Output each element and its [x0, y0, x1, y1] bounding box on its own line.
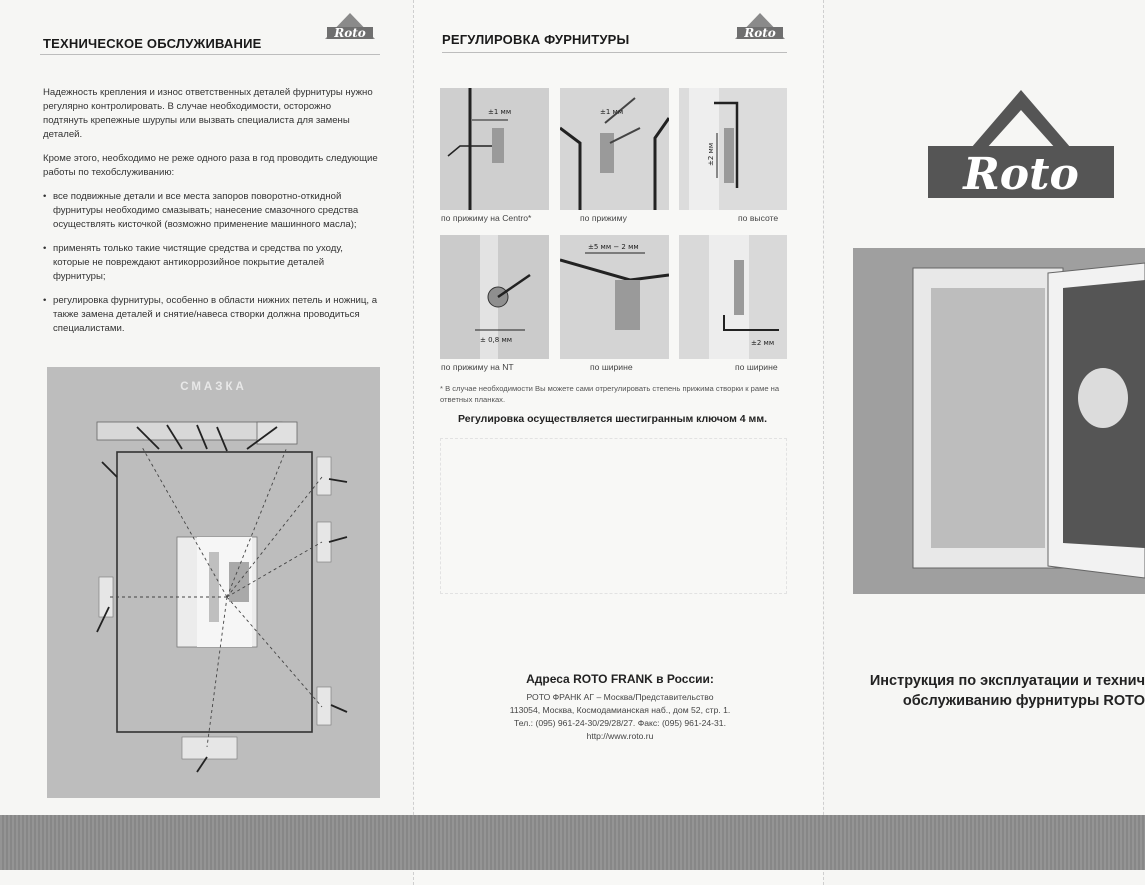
address-line: 113054, Москва, Космодамианская наб., дом 52, стр. 1. — [509, 705, 731, 715]
dimension-label: ±1 мм — [488, 108, 512, 116]
list-item-text: все подвижные детали и все места запоров поворотно-откидной фурнитуры необходимо смазывать; нанесение смазочного средства осуществлять кисточкой (возможно применение машинного масла); — [53, 191, 359, 230]
adjust-photo-width-1 — [560, 235, 669, 359]
bullet-icon: • — [43, 243, 47, 254]
adjust-photo-pressure — [560, 88, 669, 210]
lubrication-title: СМАЗКА — [180, 381, 247, 393]
hex-key-note: Регулировка осуществляется шестигранным ключом 4 мм. — [458, 413, 768, 425]
dimension-label: ±1 мм — [600, 108, 624, 116]
bullet-icon: • — [43, 191, 47, 202]
dimension-label: ±2 мм — [751, 339, 775, 347]
cover-title-line2: обслуживанию фурнитуры ROTO — [902, 693, 1145, 709]
bullet-icon: • — [43, 295, 47, 306]
caption-nt: по прижиму на NT — [441, 362, 514, 372]
caption-height: по высоте — [738, 213, 779, 223]
paragraph: Кроме этого, необходимо не реже одного раза в год проводить следующие работы по техобслуживанию: — [43, 153, 378, 178]
lubrication-diagram — [47, 367, 380, 798]
roto-logo-large-icon — [926, 88, 1116, 200]
list-item — [43, 294, 378, 336]
panel-maintenance — [0, 0, 413, 885]
address-line: РОТО ФРАНК АГ – Москва/Представительство — [526, 692, 714, 702]
paragraph: Надежность крепления и износ ответственных деталей фурнитуры нужно регулярно контролировать. В случае необходимости, осторожно подтянуть крепежные шурупы или вызвать специалиста для замены деталей. — [43, 87, 373, 140]
caption-width-1: по ширине — [590, 362, 633, 372]
adjust-photo-nt — [440, 235, 549, 359]
address-line: Тел.: (095) 961-24-30/29/28/27. Факс: (095) 961-24-31. — [514, 718, 726, 728]
cover-title-line1: Инструкция по эксплуатации и технич — [869, 673, 1145, 689]
caption-width-2: по ширине — [735, 362, 778, 372]
divider — [442, 52, 787, 53]
roto-logo-icon — [734, 12, 786, 40]
caption-pressure: по прижиму — [580, 213, 627, 223]
dimension-label: ± 0,8 мм — [480, 336, 513, 344]
roto-logo-icon — [324, 12, 376, 40]
page-title: РЕГУЛИРОВКА ФУРНИТУРЫ — [442, 32, 630, 47]
dimension-label: ±5 мм − 2 мм — [588, 243, 639, 251]
svg-text:Roto: Roto — [334, 26, 366, 40]
page-title: ТЕХНИЧЕСКОЕ ОБСЛУЖИВАНИЕ — [43, 36, 262, 51]
footnote: * В случае необходимости Вы можете сами отрегулировать степень прижима створки к раме на ответных планках. — [440, 384, 780, 404]
logo-wordmark: Roto — [963, 149, 1079, 200]
list-item — [43, 190, 378, 232]
address-title: Адреса ROTO FRANK в России: — [526, 672, 714, 686]
list-item-text: применять только такие чистящие средства и средства по уходу, которые не повреждают антикоррозийное покрытие деталей фурнитуры; — [53, 243, 343, 282]
divider — [40, 54, 380, 55]
caption-centro: по прижиму на Centro* — [441, 213, 532, 223]
adjust-photo-width-2 — [679, 235, 787, 359]
maintenance-text — [43, 86, 378, 346]
adjust-photo-centro — [440, 88, 549, 210]
list-item-text: регулировка фурнитуры, особенно в области нижних петель и ножниц, а также замена деталей и снятие/навеса створки должна проводиться специалистами. — [53, 295, 378, 334]
bottom-band — [0, 815, 1145, 870]
svg-text:Roto: Roto — [744, 26, 776, 40]
blank-area — [440, 438, 787, 594]
adjust-photo-height — [679, 88, 787, 210]
window-frame-diagram — [47, 367, 380, 798]
window-photo — [853, 248, 1145, 594]
dimension-label: ±2 мм — [707, 142, 715, 166]
website-link[interactable]: http://www.roto.ru — [586, 731, 654, 741]
list-item — [43, 242, 378, 284]
